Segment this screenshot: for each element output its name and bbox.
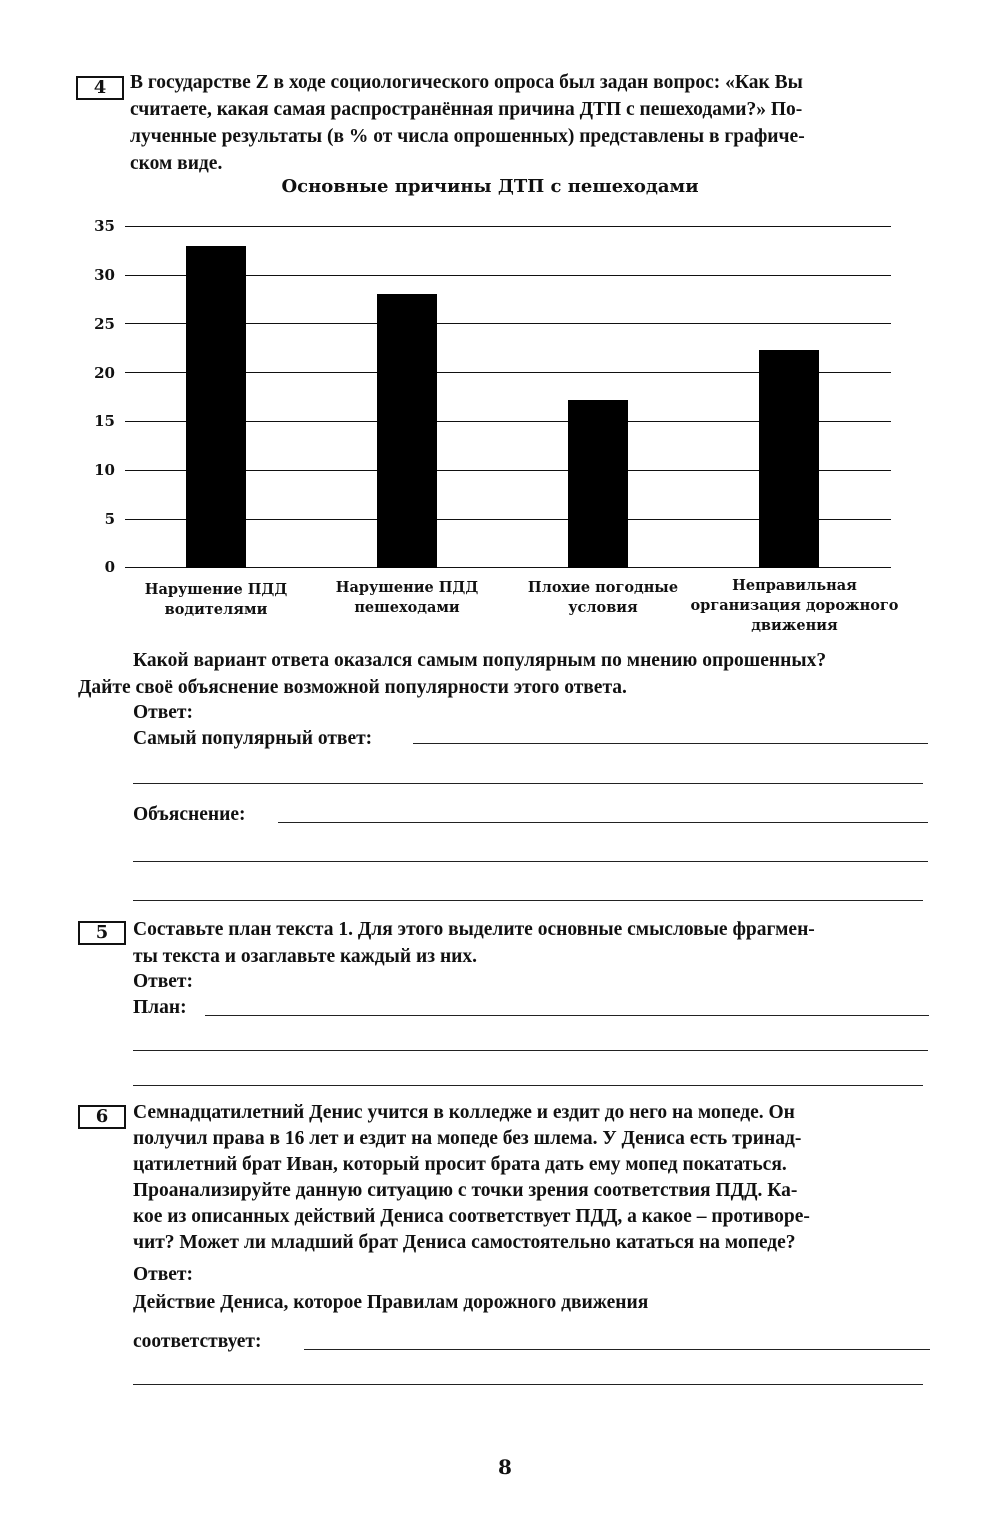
page-number: 8 (498, 1455, 512, 1479)
x-label (687, 576, 902, 636)
text-line: В государстве Z в ходе социологического опроса был задан вопрос: «Как Вы (130, 72, 803, 93)
complies-answer-line[interactable] (304, 1349, 930, 1350)
x-label-line: условия (568, 599, 638, 616)
bar-drivers (186, 246, 246, 568)
y-tick: 20 (94, 364, 115, 382)
y-tick: 10 (94, 461, 115, 479)
y-tick: 25 (94, 315, 115, 333)
action-intro-label: Действие Дениса, которое Правилам дорожного движения (133, 1292, 649, 1313)
answer-line[interactable] (133, 1050, 928, 1051)
x-label-line: Нарушение ПДД (335, 579, 479, 596)
answer-label: Ответ: (133, 1264, 194, 1285)
answer-label: Ответ: (133, 971, 194, 992)
y-tick: 0 (104, 558, 115, 576)
question-6-text: кое из описанных действий Дениса соответствует ПДД, а какое – противоре- (133, 1206, 810, 1227)
x-label (498, 578, 708, 618)
question-5-text: Составьте план текста 1. Для этого выделите основные смысловые фрагмен- (133, 919, 815, 940)
bar-pedestrians (377, 294, 437, 568)
y-tick: 5 (104, 510, 115, 528)
y-tick: 15 (94, 412, 115, 430)
question-number-5: 5 (78, 921, 126, 945)
plan-answer-line[interactable] (205, 1015, 929, 1016)
x-label-line: движения (751, 617, 838, 634)
answer-line[interactable] (133, 1384, 923, 1385)
bar-road-organization (759, 350, 819, 568)
chart-title: Основные причины ДТП с пешеходами (281, 176, 699, 197)
x-label-line: пешеходами (354, 599, 460, 616)
bar-weather (568, 400, 628, 568)
text-line: лученные результаты (в % от числа опрошенных) представлены в графиче- (130, 126, 805, 147)
question-5-text: ты текста и озаглавьте каждый из них. (133, 946, 478, 967)
explanation-answer-line[interactable] (278, 822, 928, 823)
complies-label: соответствует: (133, 1331, 262, 1352)
question-number-6: 6 (78, 1105, 126, 1129)
x-label-line: Нарушение ПДД (144, 581, 288, 598)
answer-label: Ответ: (133, 702, 194, 723)
answer-line[interactable] (133, 900, 923, 901)
question-6-text: чит? Может ли младший брат Дениса самостоятельно кататься на мопеде? (133, 1232, 796, 1253)
answer-line[interactable] (133, 783, 923, 784)
text-line: ском виде. (130, 153, 223, 174)
question-6-text: цатилетний брат Иван, который просит брата дать ему мопед покататься. (133, 1154, 787, 1175)
question-6-text: Проанализируйте данную ситуацию с точки зрения соответствия ПДД. Ка- (133, 1180, 798, 1201)
question-4-prompt: Какой вариант ответа оказался самым популярным по мнению опрошенных? (133, 650, 827, 671)
question-6-text: получил права в 16 лет и ездит на мопеде без шлема. У Дениса есть тринад- (133, 1128, 802, 1149)
explanation-label: Объяснение: (133, 804, 246, 825)
question-4-prompt: Дайте своё объяснение возможной популярности этого ответа. (78, 677, 627, 698)
x-label-line: организация дорожного (690, 597, 899, 614)
question-6-text: Семнадцатилетний Денис учится в колледже и ездит до него на мопеде. Он (133, 1102, 795, 1123)
x-label-line: Плохие погодные (527, 579, 679, 596)
x-label-line: Неправильная (732, 577, 857, 594)
most-popular-answer-line[interactable] (413, 743, 928, 744)
answer-line[interactable] (133, 1085, 923, 1086)
question-number-4: 4 (76, 76, 124, 100)
gridline (125, 226, 891, 227)
y-tick: 35 (94, 217, 115, 235)
x-label (111, 580, 321, 620)
text-line: считаете, какая самая распространённая причина ДТП с пешеходами?» По- (130, 99, 803, 120)
y-tick: 30 (94, 266, 115, 284)
most-popular-label: Самый популярный ответ: (133, 728, 373, 749)
answer-line[interactable] (133, 861, 928, 862)
x-label-line: водителями (164, 601, 268, 618)
plan-label: План: (133, 997, 187, 1018)
x-label (302, 578, 512, 618)
